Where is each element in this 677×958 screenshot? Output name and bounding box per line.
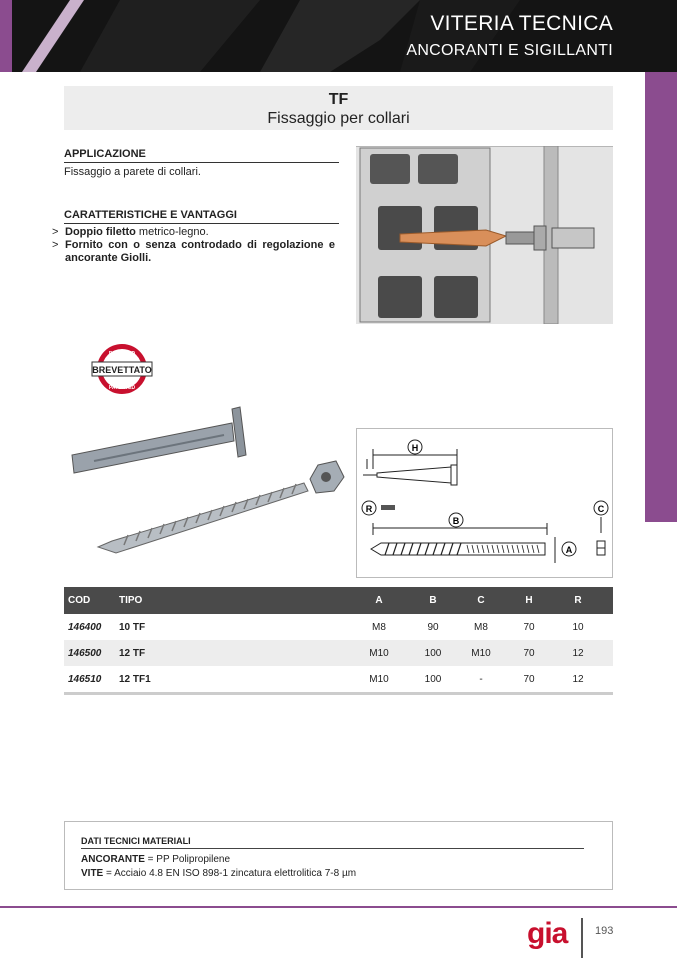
header-tipo: TIPO bbox=[119, 595, 143, 606]
product-code: TF bbox=[328, 91, 349, 108]
tech-data-heading: DATI TECNICI MATERIALI bbox=[81, 836, 584, 849]
side-tab bbox=[645, 72, 677, 522]
installation-illustration bbox=[356, 146, 613, 324]
header-h: H bbox=[525, 595, 533, 606]
badge-ring-bottom: PATENTED bbox=[108, 385, 136, 391]
table-row: 146500 12 TF M10 100 M10 70 12 bbox=[64, 640, 613, 666]
dimension-diagram bbox=[356, 428, 613, 578]
table-bottom-rule bbox=[64, 692, 613, 695]
patented-badge-graphic bbox=[90, 342, 154, 396]
badge-label: BREVETTATO bbox=[92, 365, 152, 375]
label-r: R bbox=[365, 504, 373, 514]
features-list bbox=[52, 226, 335, 265]
label-c: C bbox=[597, 504, 605, 514]
footer-separator bbox=[581, 918, 583, 958]
installation-photo bbox=[356, 146, 613, 324]
application-heading: APPLICAZIONE bbox=[64, 148, 339, 163]
specs-table bbox=[64, 587, 613, 695]
page-number: 193 bbox=[595, 925, 614, 937]
header-b: B bbox=[429, 595, 437, 606]
badge-ring-top: PATENTED bbox=[108, 351, 136, 357]
table-row: 146400 10 TF M8 90 M8 70 10 bbox=[68, 621, 584, 633]
header-r: R bbox=[574, 595, 582, 606]
header-a: A bbox=[375, 595, 383, 606]
application-text: Fissaggio a parete di collari. bbox=[64, 166, 201, 178]
label-a: A bbox=[565, 545, 573, 555]
feature-item: > Doppio filetto metrico-legno. bbox=[52, 226, 335, 239]
page-header bbox=[0, 0, 677, 72]
header-graphic bbox=[0, 0, 677, 72]
product-illustration bbox=[64, 395, 354, 575]
threaded-rod bbox=[98, 483, 308, 553]
tech-data-box bbox=[64, 821, 613, 890]
header-cod: COD bbox=[68, 595, 91, 606]
header-c: C bbox=[477, 595, 485, 606]
tech-line-anchor: ANCORANTE = PP Polipropilene bbox=[81, 854, 231, 865]
brand-logo: gia bbox=[527, 917, 568, 950]
feature-item: > Fornito con o senza controdado di regolazione e ancorante Giolli. bbox=[52, 239, 335, 265]
product-photo bbox=[64, 395, 354, 575]
header-subcategory: ANCORANTI E SIGILLANTI bbox=[406, 42, 613, 59]
label-h: H bbox=[411, 443, 419, 453]
label-b: B bbox=[452, 516, 460, 526]
table-row: 146510 12 TF1 M10 100 - 70 12 bbox=[68, 673, 584, 685]
patented-badge bbox=[90, 342, 154, 396]
footer-rule bbox=[0, 906, 677, 908]
table-header bbox=[64, 587, 613, 614]
header-category: VITERIA TECNICA bbox=[430, 12, 613, 35]
dimension-drawing bbox=[357, 429, 614, 579]
tech-line-screw: VITE = Acciaio 4.8 EN ISO 898-1 zincatura elettrolitica 7-8 µm bbox=[81, 868, 357, 879]
product-name: Fissaggio per collari bbox=[267, 110, 410, 127]
features-heading: CARATTERISTICHE E VANTAGGI bbox=[64, 209, 339, 224]
product-title-box bbox=[64, 86, 613, 130]
